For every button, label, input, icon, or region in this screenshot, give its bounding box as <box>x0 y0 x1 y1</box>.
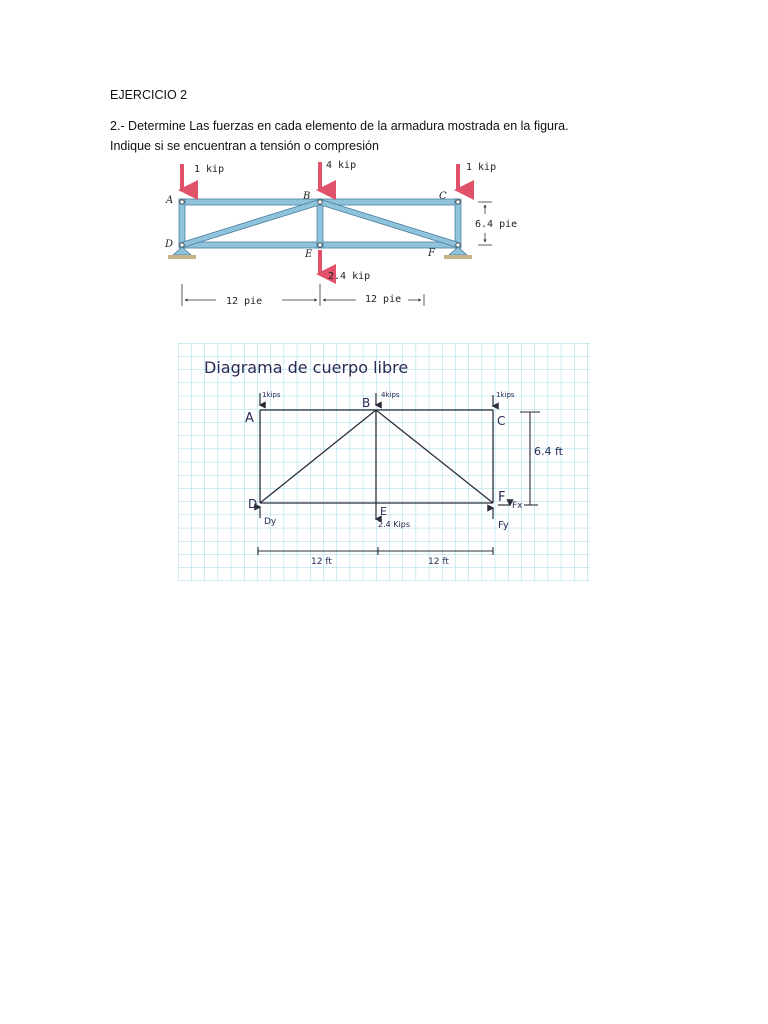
problem-statement <box>110 116 658 156</box>
fbd-reaction-label-fy: Fy <box>498 520 509 531</box>
member-be <box>317 199 323 248</box>
span-left-label: 12 pie <box>226 296 263 307</box>
joint-label-a: A <box>166 195 174 206</box>
fbd-load-label-b: 4kips <box>381 391 400 399</box>
fbd-joint-label-c: C <box>497 414 506 428</box>
span-right-label: 12 pie <box>365 294 402 305</box>
fbd-load-label-e: 2.4 Kips <box>378 520 410 529</box>
fbd-span-left-label: 12 ft <box>311 557 332 567</box>
free-body-diagram <box>178 343 590 581</box>
member-ad <box>179 199 185 248</box>
joint-label-e: E <box>305 249 313 260</box>
joint-label-f: F <box>428 248 435 259</box>
statement-line-2: Indique si se encuentran a tensión o compresión <box>110 139 379 153</box>
fbd-height-label: 6.4 ft <box>534 445 563 458</box>
fbd-joint-label-d: D <box>248 497 258 511</box>
load-label-a: 1 kip <box>194 164 225 175</box>
fbd-load-label-a: 1kips <box>262 391 281 399</box>
grid-paper <box>178 343 590 581</box>
fbd-reaction-label-dy: Dy <box>264 517 277 527</box>
truss-figure <box>160 158 570 314</box>
free-body-diagram-figure <box>178 343 590 581</box>
roller-support-f <box>444 247 472 259</box>
member-cf <box>455 199 461 248</box>
exercise-heading: EJERCICIO 2 <box>110 88 188 102</box>
fbd-title: Diagrama de cuerpo libre <box>204 358 409 377</box>
fbd-joint-label-e: E <box>380 505 387 518</box>
load-label-b: 4 kip <box>326 160 357 171</box>
fbd-reaction-label-fx: Fx <box>512 501 523 511</box>
fbd-joint-label-a: A <box>245 411 254 426</box>
fbd-load-label-c: 1kips <box>496 391 515 399</box>
statement-line-1: 2.- Determine Las fuerzas en cada elemento de la armadura mostrada en la figura. <box>110 119 569 133</box>
load-label-c: 1 kip <box>466 162 497 173</box>
height-label: 6.4 pie <box>475 219 518 230</box>
joint-label-b: B <box>303 191 311 202</box>
joint-label-c: C <box>439 191 447 202</box>
fbd-joint-label-f: F <box>498 490 506 505</box>
fbd-span-right-label: 12 ft <box>428 557 449 567</box>
truss-members <box>179 199 461 248</box>
fbd-joint-label-b: B <box>362 396 371 410</box>
truss-diagram <box>160 158 570 314</box>
joint-label-d: D <box>165 239 174 250</box>
load-label-e: 2.4 kip <box>328 271 371 282</box>
